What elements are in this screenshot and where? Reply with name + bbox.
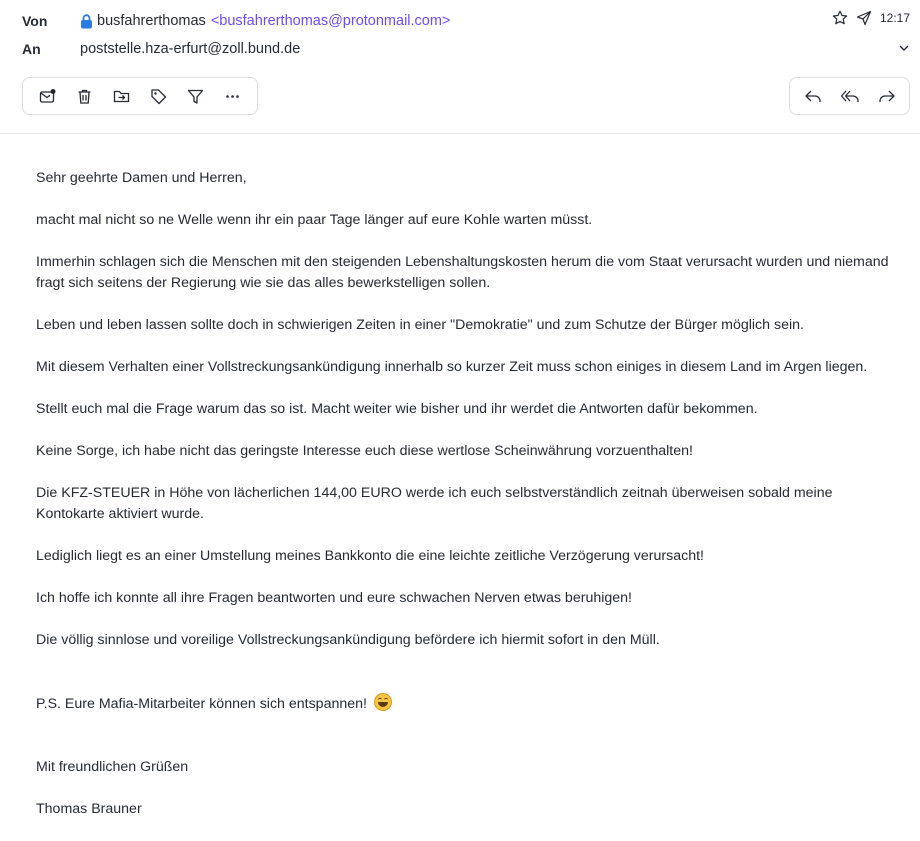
sender-address[interactable]: <busfahrerthomas@protonmail.com>	[210, 13, 451, 29]
body-paragraph: Keine Sorge, ich habe nicht das geringste Interesse euch diese wertlose Scheinwährung vorzuenthalten!	[36, 443, 693, 459]
sent-icon	[856, 10, 872, 26]
more-icon	[224, 88, 241, 105]
reply-all-button[interactable]	[831, 79, 868, 113]
filter-icon	[187, 88, 204, 105]
message-time: 12:17	[879, 11, 910, 25]
laughing-emoji-icon	[374, 693, 392, 711]
star-icon[interactable]	[832, 10, 848, 26]
label-button[interactable]	[140, 79, 177, 113]
recipient-address[interactable]: poststelle.hza-erfurt@zoll.bund.de	[80, 41, 301, 57]
forward-icon	[878, 88, 896, 105]
move-to-folder-button[interactable]	[103, 79, 140, 113]
move-to-folder-icon	[113, 88, 130, 105]
body-paragraph: macht mal nicht so ne Welle wenn ihr ein paar Tage länger auf eure Kohle warten müsst.	[36, 212, 593, 228]
body-paragraph: Leben und leben lassen sollte doch in schwierigen Zeiten in einer "Demokratie" und zum Schutze der Bürger möglich sein.	[36, 317, 804, 333]
chevron-down-icon[interactable]	[898, 42, 910, 54]
message-meta	[832, 10, 910, 26]
mark-unread-icon	[39, 88, 56, 105]
trash-icon	[76, 88, 93, 105]
body-greeting: Sehr geehrte Damen und Herren,	[36, 170, 247, 186]
from-label: Von	[22, 13, 48, 29]
trash-button[interactable]	[66, 79, 103, 113]
body-postscript	[36, 693, 896, 715]
label-icon	[150, 88, 167, 105]
message-body	[36, 168, 896, 841]
sender[interactable]	[80, 13, 450, 29]
to-row	[0, 37, 920, 61]
body-paragraph: Die völlig sinnlose und voreilige Vollstreckungsankündigung befördere ich hiermit sofort in den Müll.	[36, 632, 660, 648]
forward-button[interactable]	[868, 79, 905, 113]
message-toolbar	[22, 77, 258, 115]
body-paragraph: Mit diesem Verhalten einer Vollstreckungsankündigung innerhalb so kurzer Zeit muss schon einiges in diesem Land im Argen liegen.	[36, 359, 868, 375]
body-signature: Thomas Brauner	[36, 801, 142, 817]
body-paragraph: Immerhin schlagen sich die Menschen mit den steigenden Lebenshaltungskosten herum die vom Staat verursacht wurden und niemand fragt sich seitens der Regierung wie sie das alles bewerkstelligen sollen.	[36, 254, 889, 291]
body-paragraph: Stellt euch mal die Frage warum das so ist. Macht weiter wie bisher und ihr werdet die Antworten dafür bekommen.	[36, 401, 758, 417]
reply-button[interactable]	[794, 79, 831, 113]
mark-unread-button[interactable]	[29, 79, 66, 113]
reply-toolbar	[789, 77, 910, 115]
body-closing: Mit freundlichen Grüßen	[36, 759, 189, 775]
sender-name[interactable]: busfahrerthomas	[97, 13, 206, 29]
reply-icon	[804, 88, 822, 105]
header-divider	[0, 133, 920, 134]
reply-all-icon	[840, 88, 860, 105]
body-paragraph: Ich hoffe ich konnte all ihre Fragen beantworten und eure schwachen Nerven etwas beruhigen!	[36, 590, 632, 606]
body-paragraph: Die KFZ-STEUER in Höhe von lächerlichen 144,00 EURO werde ich euch selbstverständlich zeitnah überweisen sobald meine Kontokarte aktiviert wurde.	[36, 485, 833, 522]
filter-button[interactable]	[177, 79, 214, 113]
lock-icon	[80, 14, 93, 29]
postscript-text: P.S. Eure Mafia-Mitarbeiter können sich entspannen!	[36, 696, 367, 712]
from-row	[0, 9, 920, 33]
to-label: An	[22, 41, 41, 57]
more-button[interactable]	[214, 79, 251, 113]
body-paragraph: Lediglich liegt es an einer Umstellung meines Bankkonto die eine leichte zeitliche Verzögerung verursacht!	[36, 548, 704, 564]
